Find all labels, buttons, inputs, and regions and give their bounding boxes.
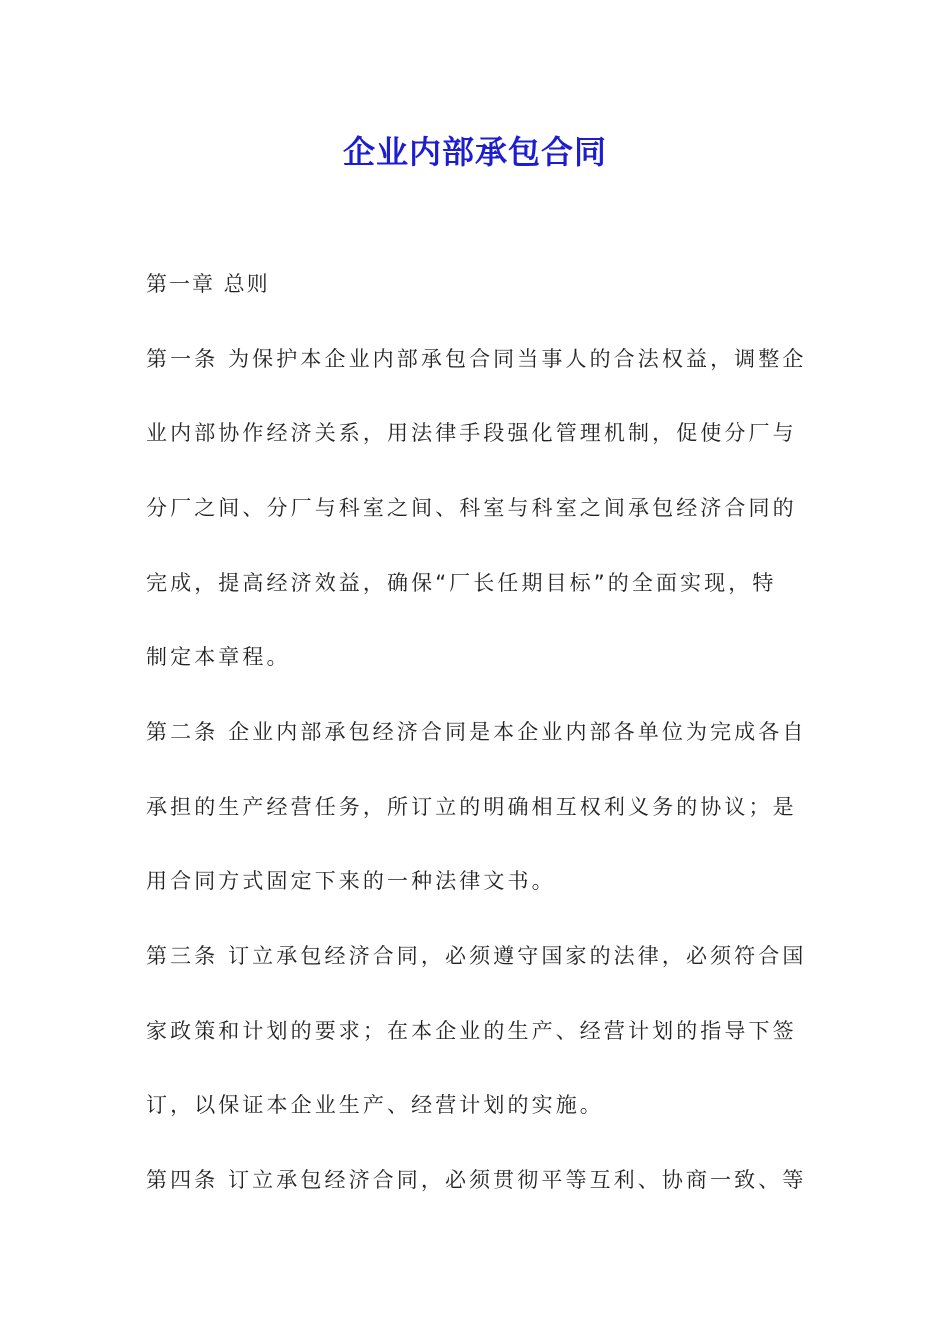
document-title: 企业内部承包合同 (342, 133, 607, 171)
body-line: 业内部协作经济关系，用法律手段强化管理机制，促使分厂与 (146, 421, 797, 445)
body-line: 第二条 企业内部承包经济合同是本企业内部各单位为完成各自 (146, 720, 807, 744)
body-line: 第四条 订立承包经济合同，必须贯彻平等互利、协商一致、等 (146, 1168, 807, 1192)
body-line: 承担的生产经营任务，所订立的明确相互权利义务的协议；是 (146, 795, 797, 819)
body-line: 制定本章程。 (146, 645, 291, 669)
chapter-heading: 第一章 总则 (146, 272, 270, 296)
body-line: 家政策和计划的要求；在本企业的生产、经营计划的指导下签 (146, 1019, 797, 1043)
body-line: 分厂之间、分厂与科室之间、科室与科室之间承包经济合同的 (146, 496, 797, 520)
body-line: 第一条 为保护本企业内部承包合同当事人的合法权益，调整企 (146, 347, 807, 371)
body-line: 用合同方式固定下来的一种法律文书。 (146, 869, 556, 893)
body-line: 完成，提高经济效益，确保“厂长任期目标”的全面实现，特 (146, 571, 777, 595)
body-line: 订，以保证本企业生产、经营计划的实施。 (146, 1093, 604, 1117)
body-line: 第三条 订立承包经济合同，必须遵守国家的法律，必须符合国 (146, 944, 807, 968)
